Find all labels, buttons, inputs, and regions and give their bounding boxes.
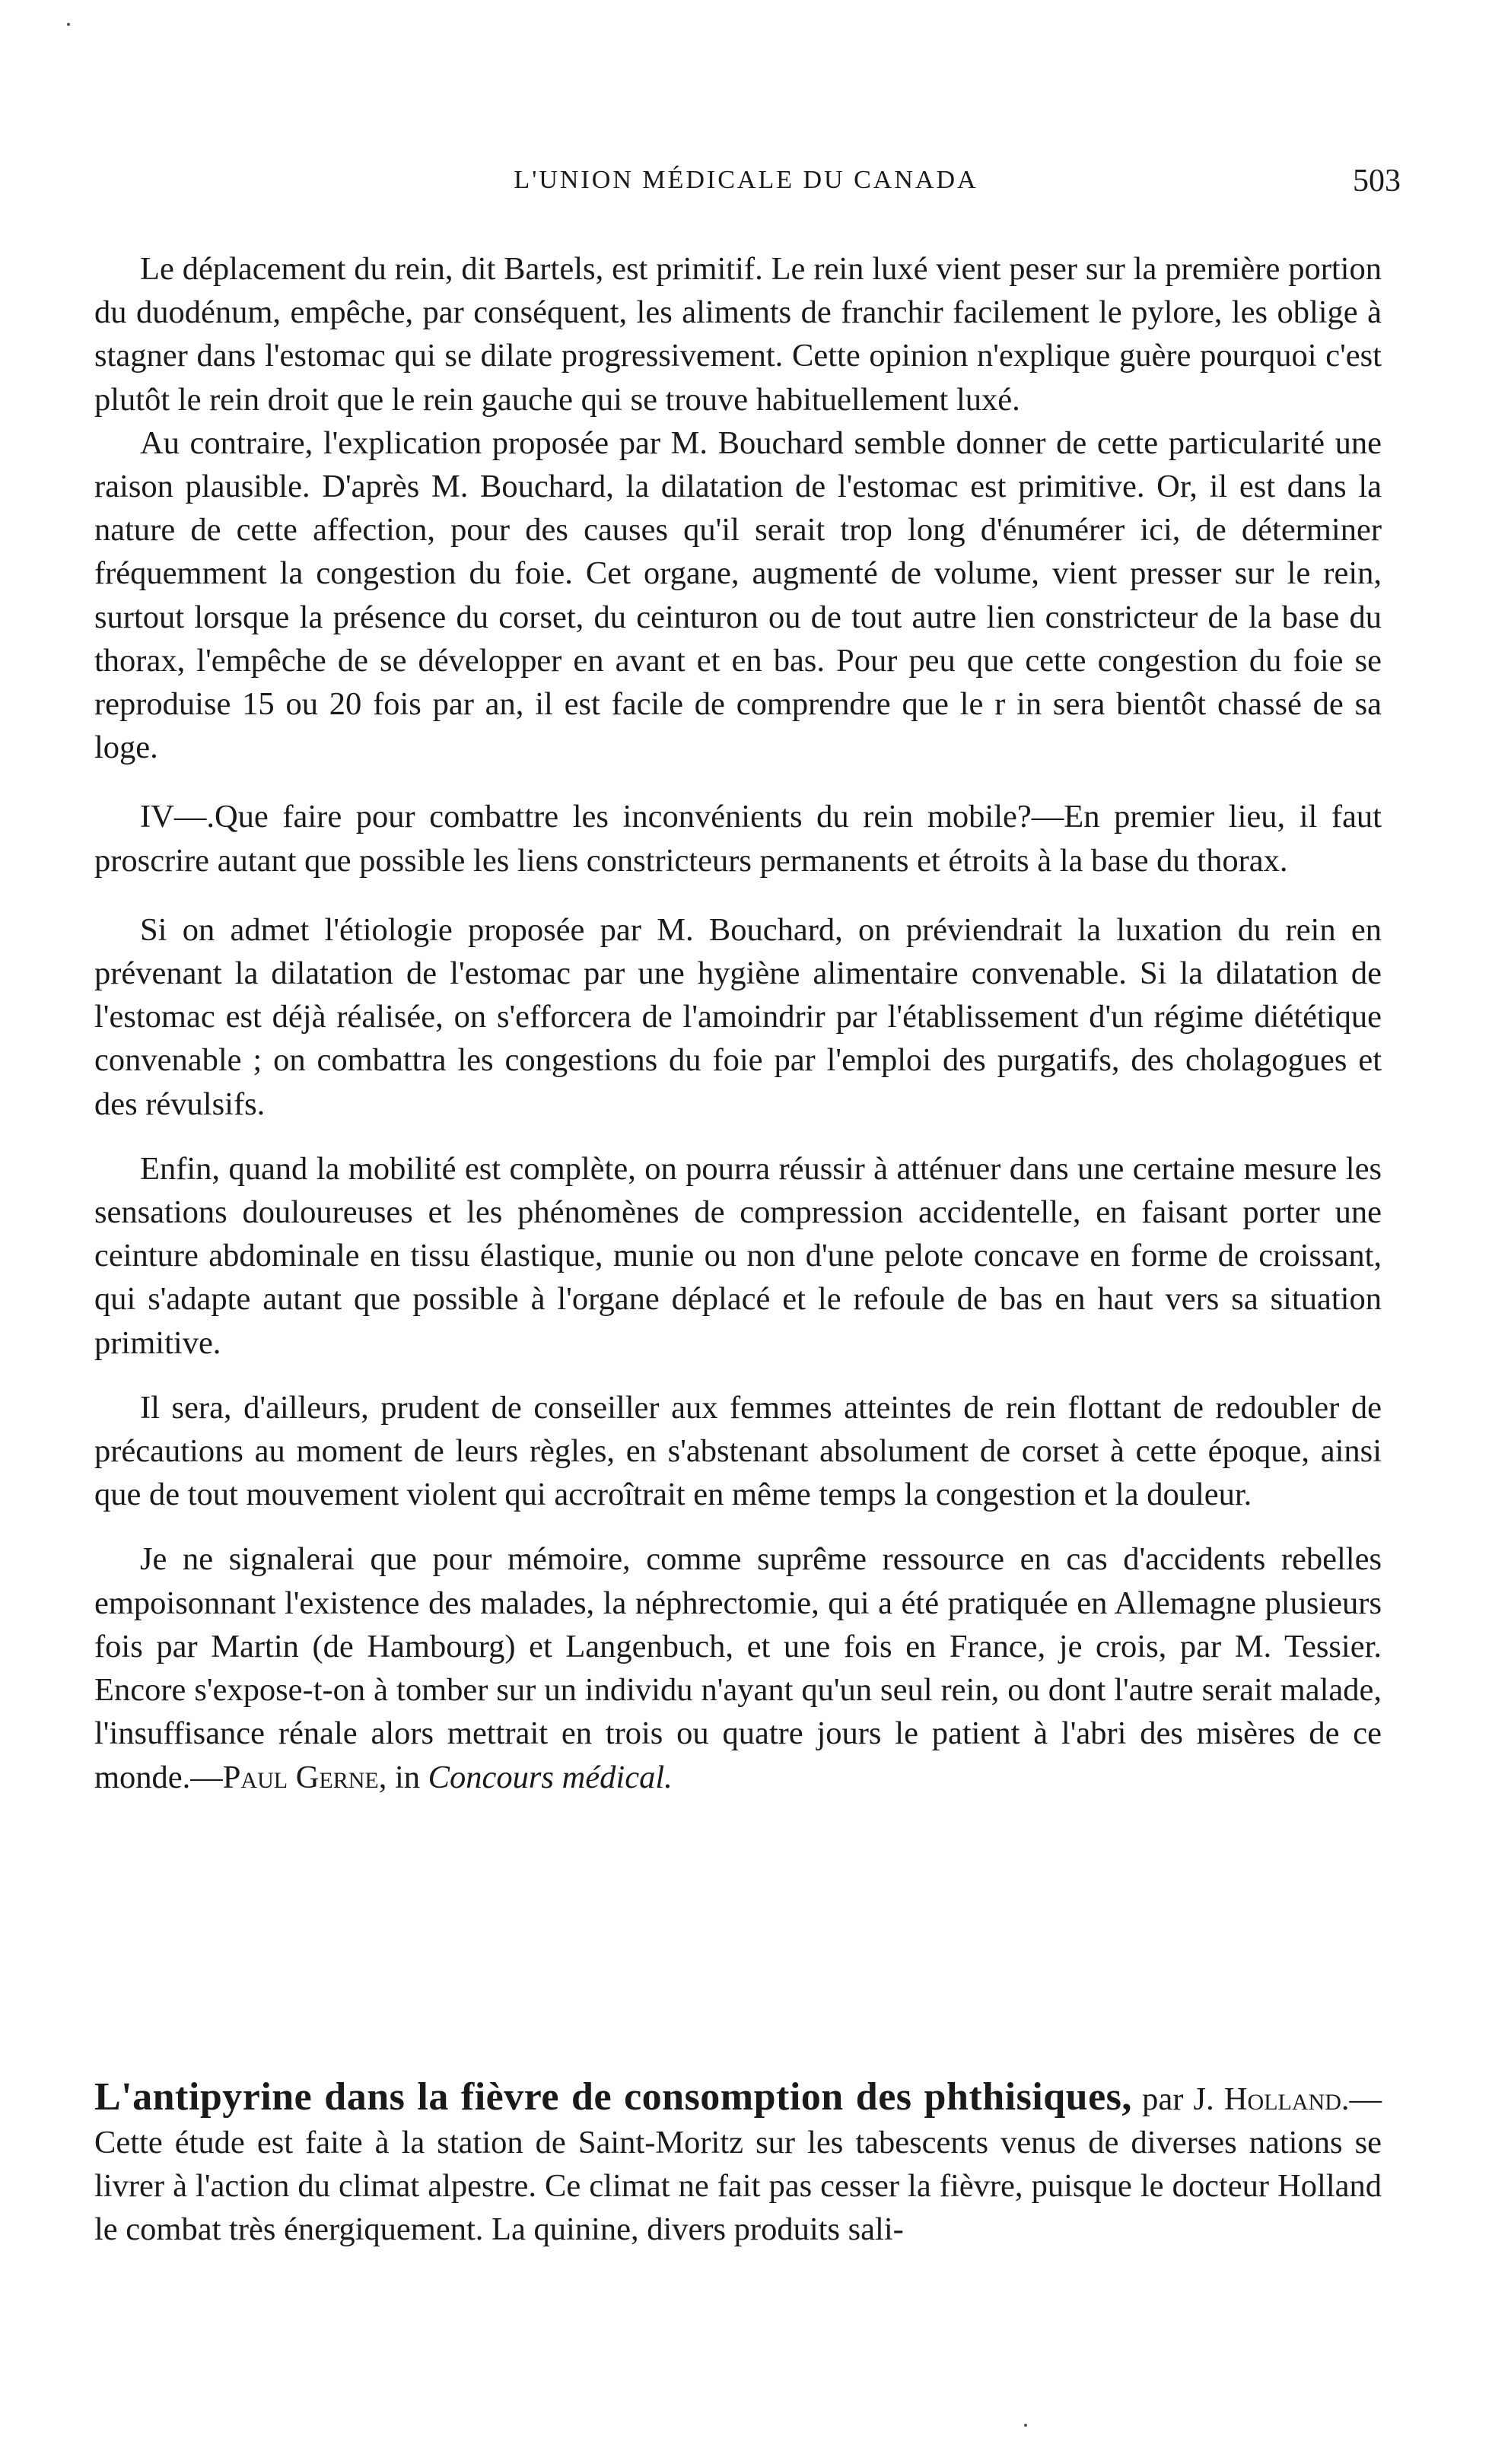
- print-speck: [67, 23, 70, 26]
- paragraph: Il sera, d'ailleurs, prudent de conseiller aux femmes atteintes de rein flottant de redoubler de précautions au moment de leurs règles, en s'abstenant absolument de corset à cette époque, ainsi que de tout mouvement violent qui accroîtrait en même temps la congestion et la douleur.: [94, 1389, 1382, 1513]
- article-body: .—Cette étude est faite à la station de Saint-Moritz sur les tabescents venus de diverses nations se livrer à l'action du climat alpestre. Ce climat ne fait pas cesser la fièvre, puisque le docteur Holland le combat très énergiquement. La quinine, divers produits sali-: [94, 2081, 1382, 2247]
- paragraph: Enfin, quand la mobilité est complète, on pourra réussir à atténuer dans une certaine mesure les sensations douloureuses et les phénomènes de compression accidentelle, en faisant porter une ceinture abdominale en tissu élastique, munie ou non d'une pelote concave en forme de croissant, qui s'adapte autant que possible à l'organe déplacé et le refoule de bas en haut vers sa situation primitive.: [94, 1150, 1382, 1361]
- author-signature: Paul Gerne: [222, 1759, 379, 1795]
- print-speck: [1024, 2424, 1027, 2427]
- paragraph: Au contraire, l'explication proposée par M. Bouchard semble donner de cette particularité une raison plausible. D'après M. Bouchard, la dilatation de l'estomac est primitive. Or, il est dans la nature de cette affection, pour des causes qu'il serait trop long d'énumérer ici, de déterminer fréquemment la congestion du foie. Cet organe, augmenté de volume, vient presser sur le rein, surtout lorsque la présence du corset, du ceinturon ou de tout autre lien constricteur de la base du thorax, l'empêche de se développer en avant et en bas. Pour peu que cette congestion du foie se reproduise 15 ou 20 fois par an, il est facile de comprendre que le r in sera bientôt chassé de sa loge.: [94, 424, 1382, 766]
- source-citation: Concours médical.: [428, 1759, 673, 1795]
- article-title-suffix: par J.: [1131, 2081, 1224, 2117]
- article-section: [94, 2075, 1382, 2251]
- source-prefix: , in: [378, 1759, 428, 1795]
- page-number: 503: [1353, 164, 1401, 199]
- paragraph-final: [94, 1537, 1382, 1798]
- article-paragraph: [94, 2075, 1382, 2251]
- page-header: [91, 166, 1401, 211]
- paragraph: IV—.Que faire pour combattre les inconvénients du rein mobile?—En premier lieu, il faut proscrire autant que possible les liens constricteurs permanents et étroits à la base du thorax.: [94, 799, 1382, 879]
- article-author: Holland: [1223, 2081, 1341, 2117]
- paragraph-text: Je ne signalerai que pour mémoire, comme suprême ressource en cas d'accidents rebelles empoisonnant l'existence des malades, la néphrectomie, qui a été pratiquée en Allemagne plusieurs fois par Martin (de Hambourg) et Langenbuch, et une fois en France, je crois, par M. Tessier. Encore s'expose-t-on à tomber sur un individu n'ayant qu'un seul rein, ou dont l'autre serait malade, l'insuffisance rénale alors mettrait en trois ou quatre jours le patient à l'abri des misères de ce monde.—: [94, 1541, 1382, 1795]
- article-title: L'antipyrine dans la fièvre de consomption des phthisiques,: [94, 2075, 1132, 2119]
- paragraph: Le déplacement du rein, dit Bartels, est primitif. Le rein luxé vient peser sur la première portion du duodénum, empêche, par conséquent, les aliments de franchir facilement le pylore, les oblige à stagner dans l'estomac qui se dilate progressivement. Cette opinion n'explique guère pourquoi c'est plutôt le rein droit que le rein gauche qui se trouve habituellement luxé.: [94, 251, 1382, 418]
- running-title: L'UNION MÉDICALE DU CANADA: [514, 166, 978, 194]
- paragraph: Si on admet l'étiologie proposée par M. Bouchard, on préviendrait la luxation du rein en prévenant la dilatation de l'estomac par une hygiène alimentaire convenable. Si la dilatation de l'estomac est déjà réalisée, on s'efforcera de l'amoindrir par l'établissement d'un régime diététique convenable ; on combattra les congestions du foie par l'emploi des purgatifs, des cholagogues et des révulsifs.: [94, 911, 1382, 1122]
- text-column: [94, 247, 1382, 1799]
